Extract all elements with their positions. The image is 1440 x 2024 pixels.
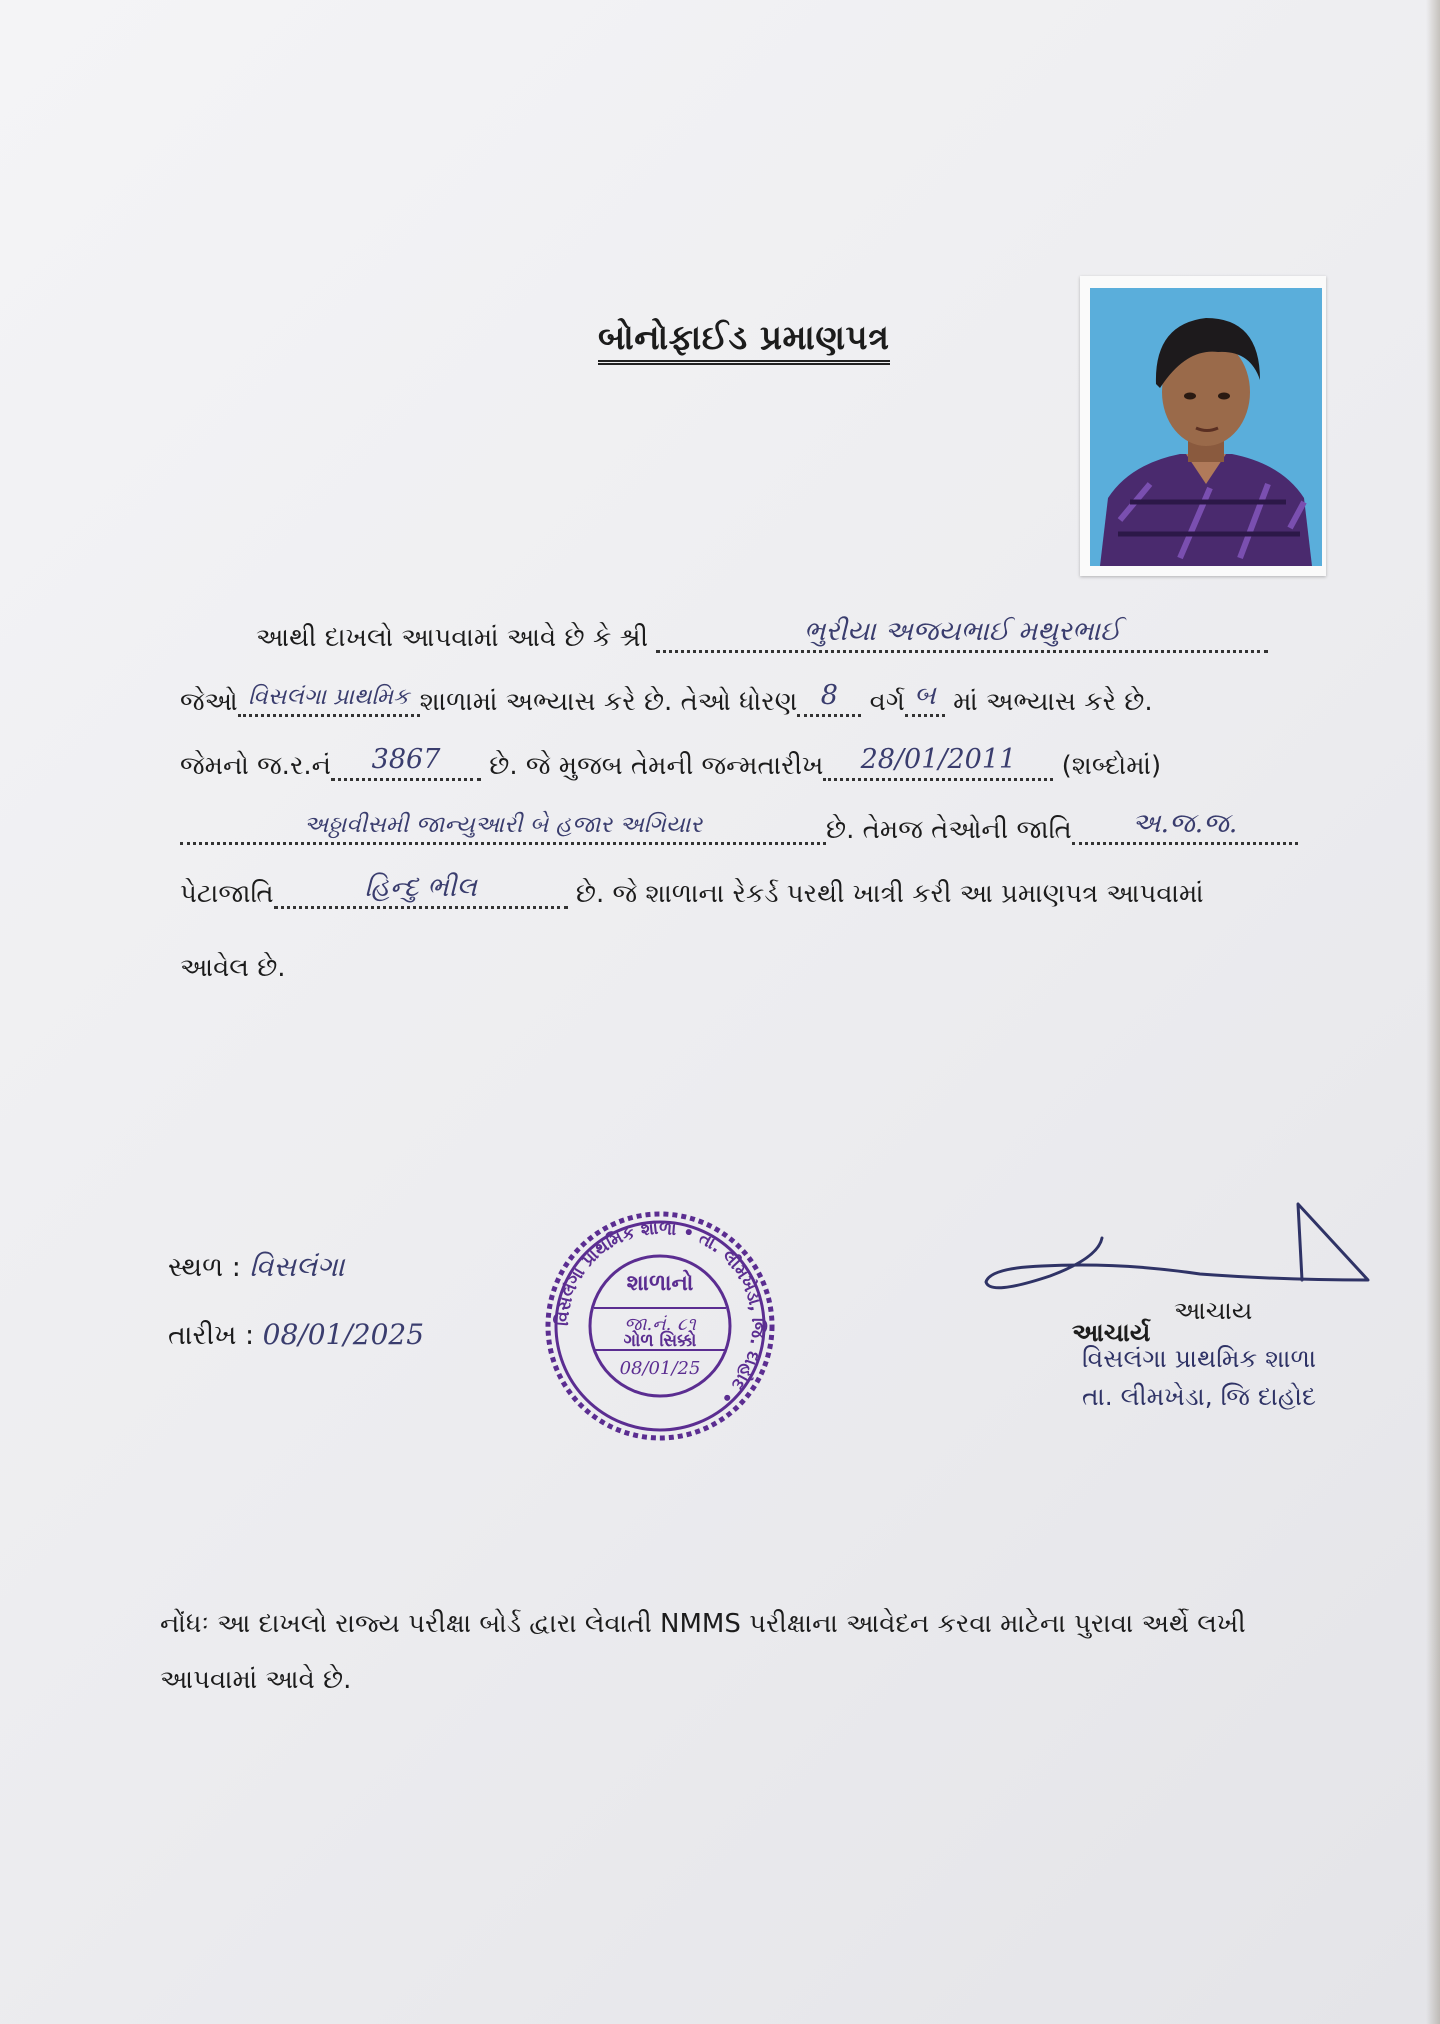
date-label: તારીખ : (168, 1320, 255, 1351)
cert-line-5-prefix: પેટાજાતિ (180, 879, 274, 909)
date-value: 08/01/2025 (262, 1318, 425, 1351)
caste-field (1072, 810, 1298, 845)
cert-line-2 (180, 682, 1153, 722)
subcaste-value: હિન્દુ ભીલ (364, 872, 477, 903)
gr-number: 3867 (371, 744, 441, 775)
stamp-center-top: શાળાનો (626, 1271, 694, 1296)
cert-line-3-middle: છે. જે મુજબ તેમની જન્મતારીખ (489, 751, 824, 781)
division-value: બ (913, 680, 936, 711)
caste-value: અ.જ.જ. (1132, 808, 1238, 839)
student-portrait-image (1090, 288, 1322, 566)
stamp-seal (538, 1208, 782, 1444)
page-edge-shadow (1426, 0, 1440, 2024)
date-row (168, 1318, 424, 1352)
cert-line-2-middle: શાળામાં અભ્યાસ કરે છે. તેઓ ધોરણ (419, 687, 798, 717)
dob-words-field (180, 810, 826, 845)
standard-field (797, 682, 861, 717)
signatory-stamp-title: આચાય (1174, 1296, 1253, 1325)
standard-value: 8 (820, 680, 838, 711)
subcaste-field (274, 874, 568, 909)
cert-line-2-prefix: જેઓ (180, 687, 238, 717)
class-label: વર્ગ (869, 687, 905, 717)
stamp-date: 08/01/25 (619, 1358, 701, 1379)
place-value: વિસલંગા (249, 1250, 345, 1283)
cert-line-5-suffix: છે. જે શાળાના રેકર્ડ પરથી ખાત્રી કરી આ પ્રમાણપત્ર આપવામાં (575, 879, 1204, 909)
certificate-title: બોનોફાઈડ પ્રમાણપત્ર (598, 318, 890, 365)
student-photo-frame (1080, 276, 1326, 576)
stamp-ring-text: વિસલંગા પ્રાથમિક શાળા • તા. લીમખેડા, જિ. દાહોદ • (552, 1218, 768, 1408)
student-name-field (656, 618, 1268, 653)
cert-line-3-suffix: (શબ્દોમાં) (1061, 751, 1162, 781)
cert-line-4-middle: છે. તેમજ તેઓની જાતિ (826, 815, 1072, 845)
signature-scribble (980, 1196, 1380, 1306)
dob-words: અઠ્ઠાવીસમી જાન્યુઆરી બે હજાર અગિયાર (303, 812, 703, 838)
cert-line-6: આવેલ છે. (180, 953, 286, 983)
cert-line-3 (180, 746, 1161, 786)
student-photo (1090, 288, 1322, 566)
signatory-address: તા. લીમખેડા, જિ દાહોદ (1082, 1382, 1316, 1411)
gr-number-field (331, 746, 481, 781)
cert-line-5 (180, 874, 1204, 914)
signatory-title: આચાર્ય (1072, 1318, 1151, 1347)
place-label: સ્થળ : (168, 1252, 241, 1283)
footer-note: નોંધઃ આ દાખલો રાજ્ય પરીક્ષા બોર્ડ દ્વારા લેવાતી NMMS પરીક્ષાના આવેદન કરવા માટેના પુરાવા અર્થે લખી આપવામાં આવે છે. (160, 1609, 1246, 1695)
dob-value: 28/01/2011 (860, 744, 1017, 775)
cert-line-4 (180, 810, 1298, 850)
school-round-stamp (538, 1208, 782, 1444)
division-field (905, 682, 945, 717)
signatory-school: વિસલંગા પ્રાથમિક શાળા (1082, 1344, 1317, 1373)
cert-line-1 (256, 618, 1268, 658)
dob-field (823, 746, 1053, 781)
place-row (168, 1250, 344, 1284)
principal-signature (980, 1196, 1380, 1306)
school-name: વિસલંગા પ્રાથમિક (248, 684, 410, 710)
stamp-center-mid: ગોળ સિક્કો (623, 1331, 697, 1351)
cert-line-2-suffix: માં અભ્યાસ કરે છે. (953, 687, 1153, 717)
cert-line-3-prefix: જેમનો જ.ર.નં (180, 751, 332, 781)
school-name-field (238, 682, 420, 717)
student-name: ભુરીયા અજયભાઈ મથુરભાઈ (803, 616, 1121, 647)
cert-line-1-text: આથી દાખલો આપવામાં આવે છે કે શ્રી (256, 623, 649, 653)
stamp-number: જા.નં. ૮૧ (624, 1314, 696, 1335)
